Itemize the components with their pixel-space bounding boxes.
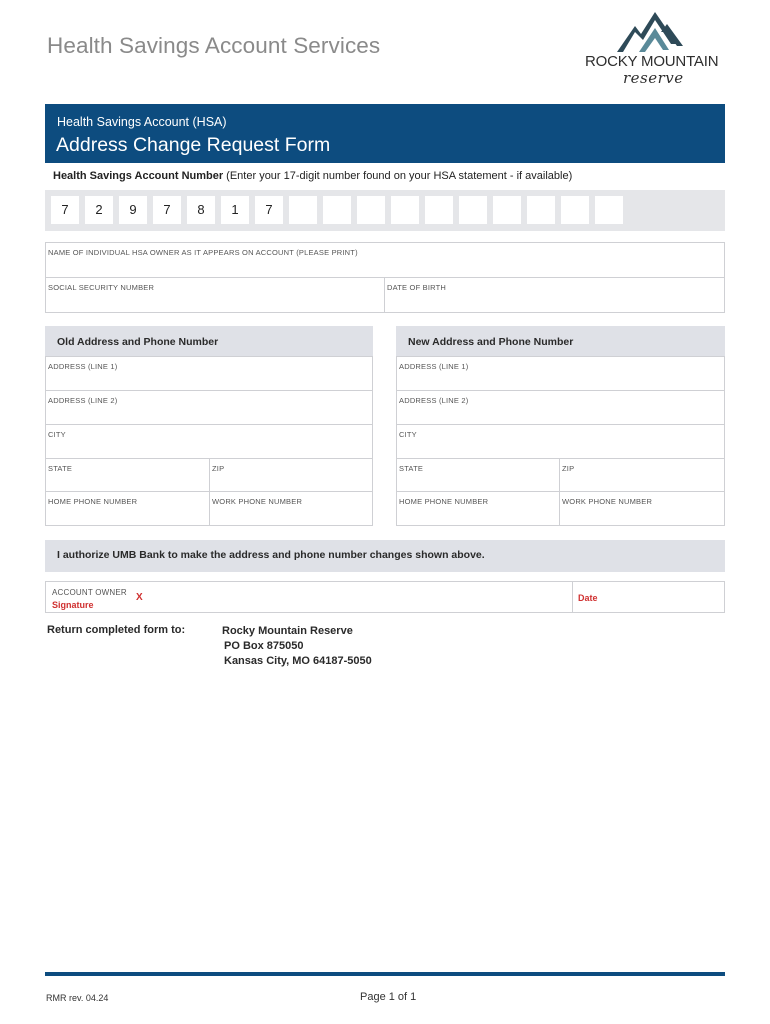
ssn-label: SOCIAL SECURITY NUMBER: [48, 283, 155, 292]
page-number: Page 1 of 1: [360, 991, 417, 1003]
return-company: Rocky Mountain Reserve: [222, 625, 353, 637]
logo-brand-text: ROCKY MOUNTAIN: [585, 53, 719, 70]
old-home-phone-field[interactable]: [45, 491, 210, 526]
return-label: Return completed form to:: [47, 624, 186, 636]
account-digit-3[interactable]: 9: [119, 196, 147, 224]
account-digit-12[interactable]: [425, 196, 453, 224]
old-address-line1-label: ADDRESS (LINE 1): [48, 362, 118, 371]
new-address-line2-field[interactable]: [396, 390, 725, 425]
new-work-phone-label: WORK PHONE NUMBER: [562, 497, 653, 506]
new-home-phone-label: HOME PHONE NUMBER: [399, 497, 489, 506]
banner-subtitle: Health Savings Account (HSA): [57, 115, 227, 129]
account-digit-11[interactable]: [391, 196, 419, 224]
new-address-line1-field[interactable]: [396, 356, 725, 391]
signature-row: [45, 581, 725, 613]
signature-label: Signature: [52, 600, 94, 610]
account-digit-16[interactable]: [561, 196, 589, 224]
account-digit-10[interactable]: [357, 196, 385, 224]
company-logo: [585, 10, 730, 90]
owner-name-label: NAME OF INDIVIDUAL HSA OWNER AS IT APPEARS ON ACCOUNT (PLEASE PRINT): [48, 248, 358, 257]
dob-label: DATE OF BIRTH: [387, 283, 446, 292]
account-owner-label: ACCOUNT OWNER: [52, 588, 127, 597]
old-address-heading: [45, 326, 373, 357]
return-address: [222, 624, 372, 669]
old-work-phone-field[interactable]: [209, 491, 373, 526]
old-address-line1-field[interactable]: [45, 356, 373, 391]
old-state-label: STATE: [48, 464, 73, 473]
return-city: Kansas City, MO 64187-5050: [224, 655, 372, 667]
new-state-label: STATE: [399, 464, 424, 473]
logo-script-text: reserve: [623, 69, 684, 87]
ssn-field[interactable]: [45, 277, 385, 313]
new-home-phone-field[interactable]: [396, 491, 560, 526]
new-address-heading: [396, 326, 725, 357]
account-digit-2[interactable]: 2: [85, 196, 113, 224]
mountain-logo-icon: [617, 10, 689, 54]
new-work-phone-field[interactable]: [559, 491, 725, 526]
account-digit-8[interactable]: [289, 196, 317, 224]
authorization-text: I authorize UMB Bank to make the address and phone number changes shown above.: [57, 549, 485, 561]
account-number-label: [53, 170, 572, 182]
new-address-line2-label: ADDRESS (LINE 2): [399, 396, 469, 405]
page-title: Health Savings Account Services: [47, 33, 381, 58]
account-digit-7[interactable]: 7: [255, 196, 283, 224]
return-po-box: PO Box 875050: [224, 640, 304, 652]
old-state-field[interactable]: [45, 458, 210, 492]
account-digit-6[interactable]: 1: [221, 196, 249, 224]
form-banner: [45, 104, 725, 163]
authorization-banner: [45, 540, 725, 572]
old-city-label: CITY: [48, 430, 66, 439]
account-digit-4[interactable]: 7: [153, 196, 181, 224]
account-number-boxes: [45, 190, 725, 231]
date-label[interactable]: Date: [578, 593, 598, 603]
owner-name-field[interactable]: [45, 242, 725, 278]
old-zip-label: ZIP: [212, 464, 225, 473]
old-city-field[interactable]: [45, 424, 373, 459]
account-digit-14[interactable]: [493, 196, 521, 224]
footer-rule: [45, 972, 725, 976]
new-address-heading-text: New Address and Phone Number: [408, 336, 574, 348]
old-address-line2-label: ADDRESS (LINE 2): [48, 396, 118, 405]
revision-text: RMR rev. 04.24: [46, 993, 109, 1003]
old-work-phone-label: WORK PHONE NUMBER: [212, 497, 303, 506]
account-digit-5[interactable]: 8: [187, 196, 215, 224]
account-number-label-bold: Health Savings Account Number: [53, 170, 224, 182]
old-address-line2-field[interactable]: [45, 390, 373, 425]
signature-divider: [572, 582, 573, 612]
new-city-field[interactable]: [396, 424, 725, 459]
new-zip-field[interactable]: [559, 458, 725, 492]
account-digit-13[interactable]: [459, 196, 487, 224]
old-home-phone-label: HOME PHONE NUMBER: [48, 497, 138, 506]
signature-x-mark[interactable]: X: [136, 592, 143, 603]
banner-title: Address Change Request Form: [56, 134, 331, 156]
new-address-line1-label: ADDRESS (LINE 1): [399, 362, 469, 371]
account-number-instructions: (Enter your 17-digit number found on your HSA statement - if available): [223, 170, 573, 182]
account-digit-15[interactable]: [527, 196, 555, 224]
old-zip-field[interactable]: [209, 458, 373, 492]
account-digit-1[interactable]: 7: [51, 196, 79, 224]
new-city-label: CITY: [399, 430, 417, 439]
account-digit-17[interactable]: [595, 196, 623, 224]
account-digit-9[interactable]: [323, 196, 351, 224]
new-state-field[interactable]: [396, 458, 560, 492]
dob-field[interactable]: [384, 277, 725, 313]
new-zip-label: ZIP: [562, 464, 575, 473]
old-address-heading-text: Old Address and Phone Number: [57, 336, 219, 348]
